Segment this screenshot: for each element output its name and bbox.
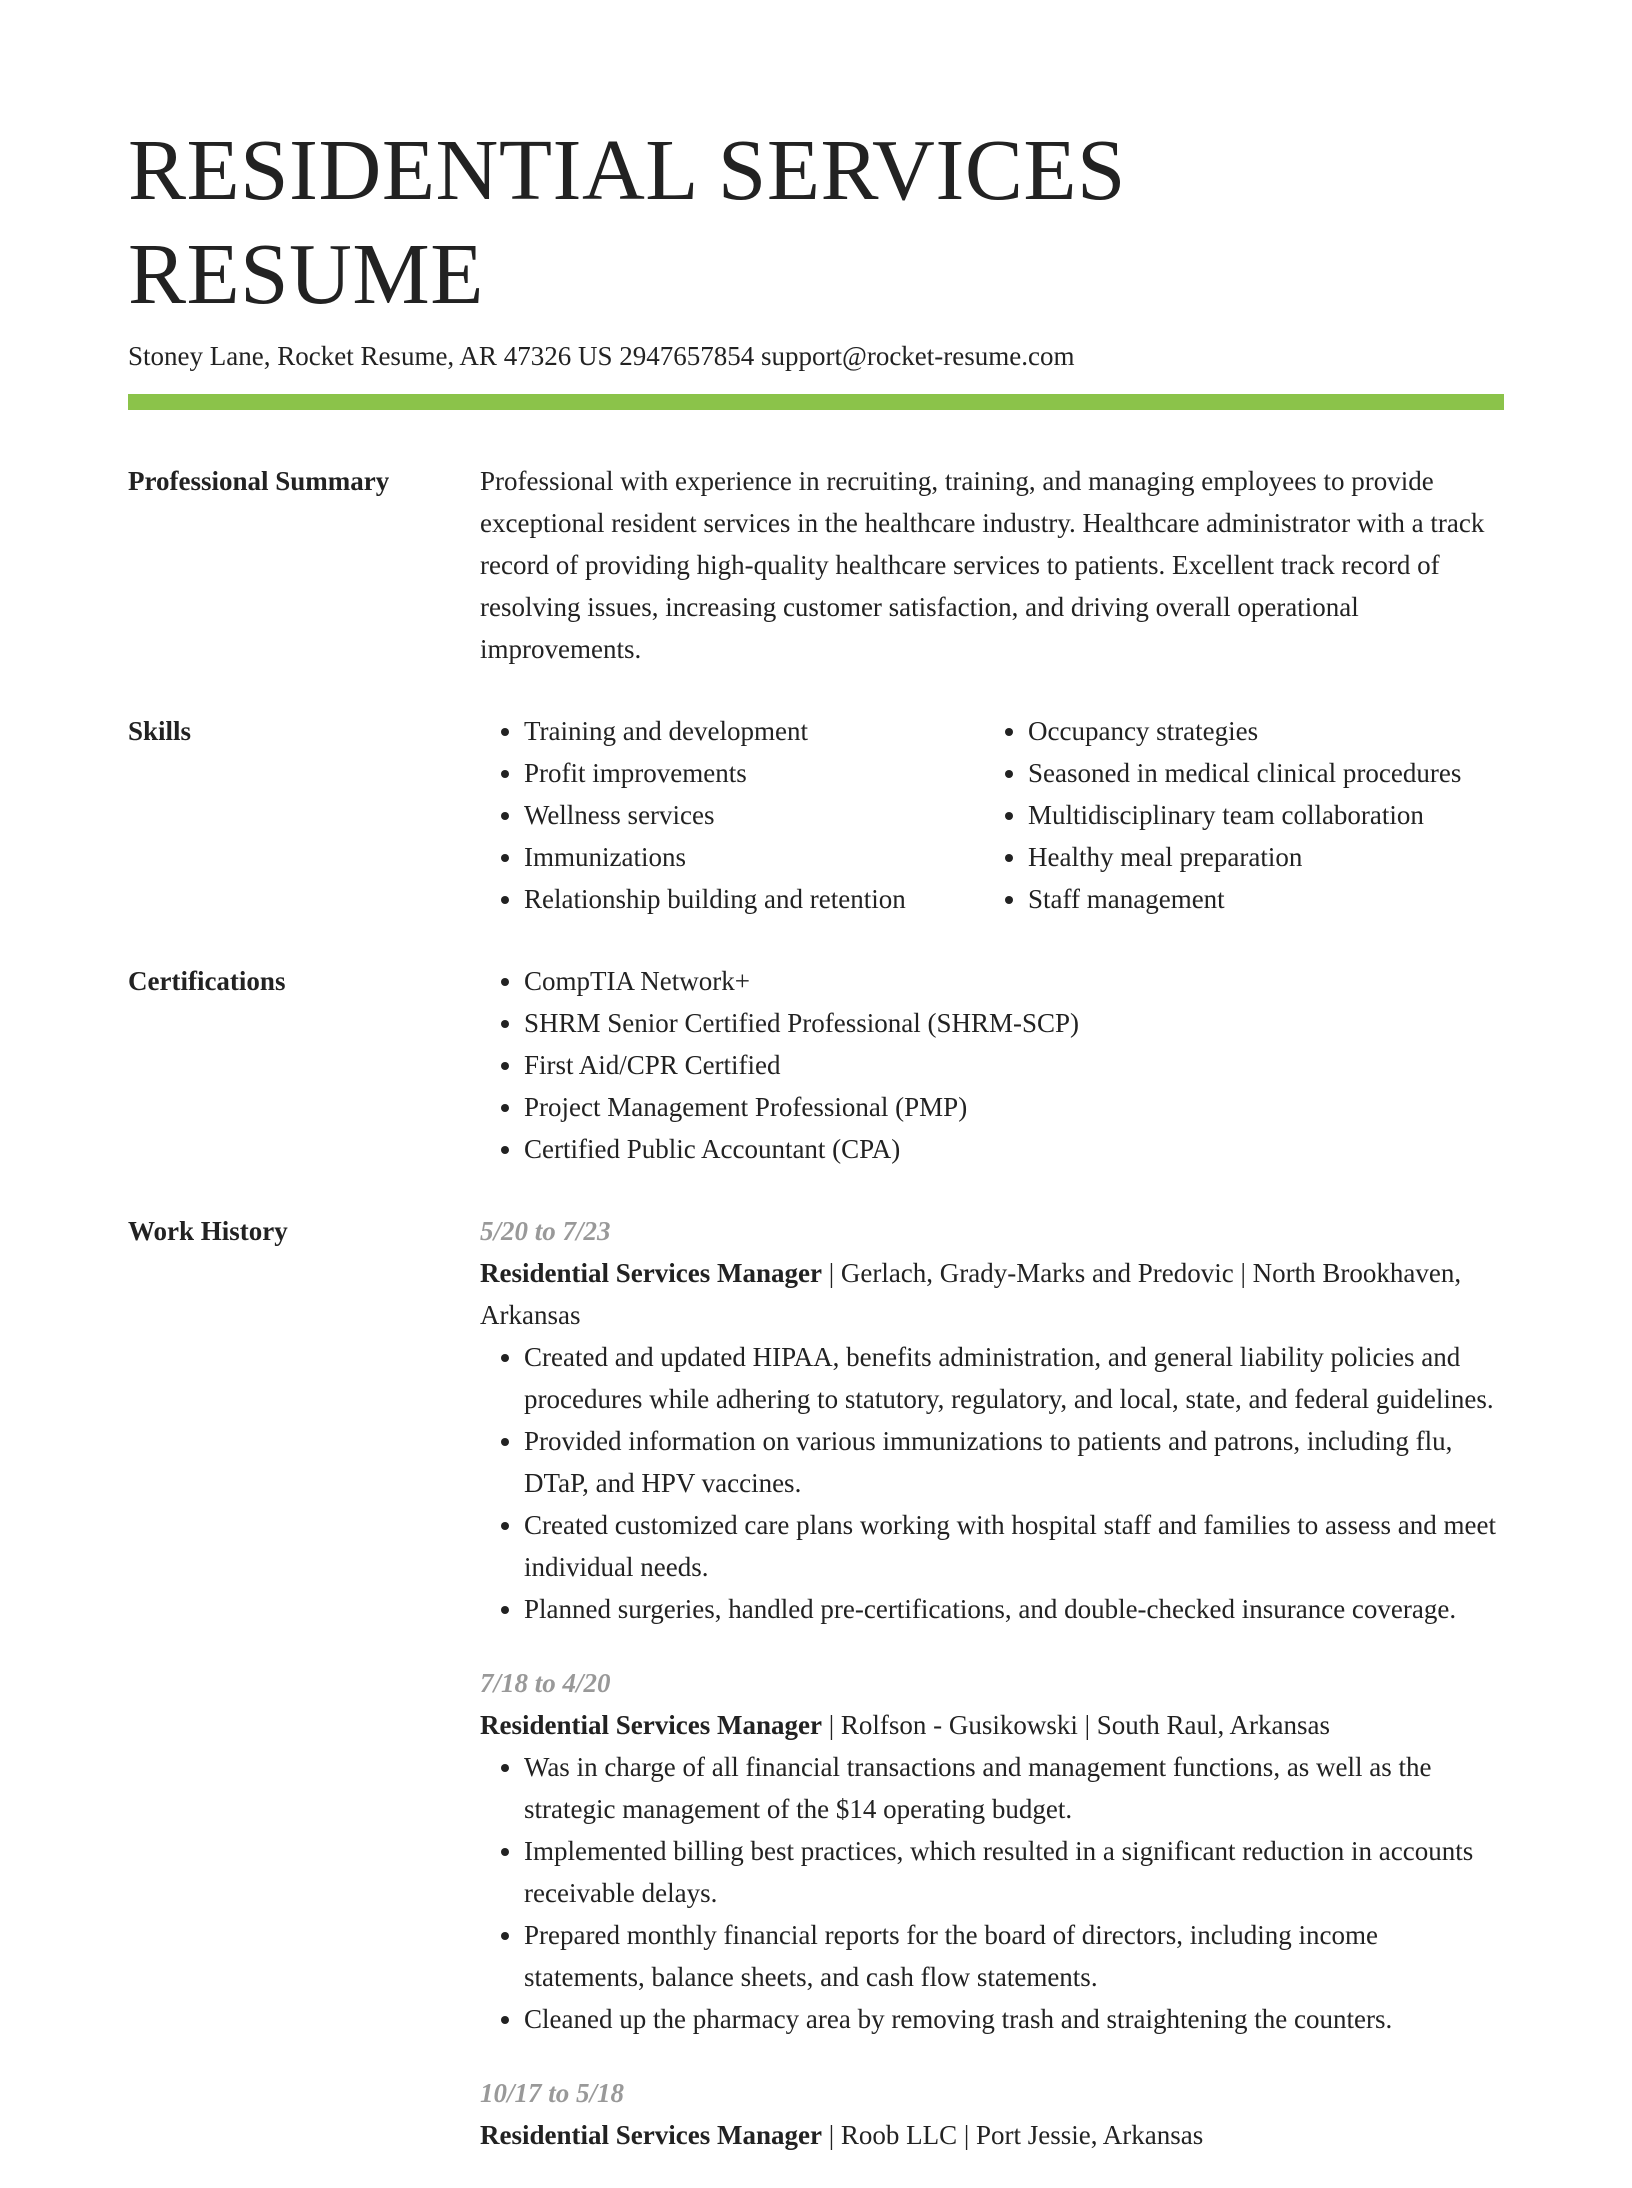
skills-column-2 bbox=[984, 710, 1461, 920]
work-history-section bbox=[128, 1210, 1504, 2188]
section-label-skills: Skills bbox=[128, 716, 192, 746]
accent-divider bbox=[128, 394, 1504, 410]
job-bullet: • Created customized care plans working with hospital staff and families to assess and meet individual needs. bbox=[524, 1504, 1504, 1588]
job-heading bbox=[480, 1252, 1504, 1336]
skill-item: • Relationship building and retention bbox=[524, 878, 984, 920]
summary-section bbox=[128, 460, 1504, 670]
contact-info: Stoney Lane, Rocket Resume, AR 47326 US 2947657854 support@rocket-resume.com bbox=[128, 341, 1075, 371]
job-heading bbox=[480, 1704, 1504, 1746]
job-bullet: • Cleaned up the pharmacy area by removing trash and straightening the counters. bbox=[524, 1998, 1504, 2040]
job-entry bbox=[480, 2072, 1504, 2156]
job-bullet: • Provided information on various immunizations to patients and patrons, including flu, DTaP, and HPV vaccines. bbox=[524, 1420, 1504, 1504]
job-dates: 7/18 to 4/20 bbox=[480, 1668, 611, 1698]
skill-item: • Multidisciplinary team collaboration bbox=[1028, 794, 1461, 836]
skill-item: • Healthy meal preparation bbox=[1028, 836, 1461, 878]
certification-item: • First Aid/CPR Certified bbox=[524, 1044, 1504, 1086]
skill-item: • Immunizations bbox=[524, 836, 984, 878]
job-dates: 10/17 to 5/18 bbox=[480, 2078, 625, 2108]
skills-column-1 bbox=[480, 710, 984, 920]
skill-item: • Profit improvements bbox=[524, 752, 984, 794]
work-history-content bbox=[480, 1210, 1504, 2188]
job-bullets bbox=[480, 1746, 1504, 2040]
job-entry bbox=[480, 1210, 1504, 1630]
job-dates: 5/20 to 7/23 bbox=[480, 1216, 611, 1246]
section-label-work-history: Work History bbox=[128, 1216, 288, 1246]
certification-item: • Project Management Professional (PMP) bbox=[524, 1086, 1504, 1128]
job-details: | Gerlach, Grady-Marks and Predovic | North Brookhaven, Arkansas bbox=[480, 1258, 1462, 1330]
skills-content bbox=[480, 710, 1504, 920]
job-bullet: • Created and updated HIPAA, benefits administration, and general liability policies and procedures while adhering to statutory, regulatory, and local, state, and federal guidelines. bbox=[524, 1336, 1504, 1420]
summary-text: Professional with experience in recruiting, training, and managing employees to provide exceptional resident services in the healthcare industry. Healthcare administrator with a track record of providing high-quality healthcare services to patients. Excellent track record of resolving issues, increasing customer satisfaction, and driving overall operational improvements. bbox=[480, 466, 1485, 664]
skill-item: • Seasoned in medical clinical procedures bbox=[1028, 752, 1461, 794]
certifications-content bbox=[480, 960, 1504, 1170]
skill-item: • Wellness services bbox=[524, 794, 984, 836]
certifications-list bbox=[480, 960, 1504, 1170]
skill-item: • Staff management bbox=[1028, 878, 1461, 920]
job-entry bbox=[480, 1662, 1504, 2040]
section-label-summary: Professional Summary bbox=[128, 466, 390, 496]
job-title: Residential Services Manager bbox=[480, 2120, 822, 2150]
skill-item: • Training and development bbox=[524, 710, 984, 752]
job-bullet: • Implemented billing best practices, which resulted in a significant reduction in accounts receivable delays. bbox=[524, 1830, 1504, 1914]
skill-item: • Occupancy strategies bbox=[1028, 710, 1461, 752]
resume-page bbox=[128, 0, 1504, 2188]
job-title: Residential Services Manager bbox=[480, 1258, 822, 1288]
certification-item: • CompTIA Network+ bbox=[524, 960, 1504, 1002]
job-bullet: • Prepared monthly financial reports for the board of directors, including income statements, balance sheets, and cash flow statements. bbox=[524, 1914, 1504, 1998]
summary-content bbox=[480, 460, 1504, 670]
job-heading bbox=[480, 2114, 1504, 2156]
job-bullet: • Was in charge of all financial transactions and management functions, as well as the strategic management of the $14 operating budget. bbox=[524, 1746, 1504, 1830]
job-title: Residential Services Manager bbox=[480, 1710, 822, 1740]
certification-item: • Certified Public Accountant (CPA) bbox=[524, 1128, 1504, 1170]
job-bullets bbox=[480, 1336, 1504, 1630]
job-bullet: • Planned surgeries, handled pre-certifications, and double-checked insurance coverage. bbox=[524, 1588, 1504, 1630]
resume-title: RESIDENTIAL SERVICES RESUME bbox=[128, 121, 1126, 322]
skills-section bbox=[128, 710, 1504, 920]
certifications-section bbox=[128, 960, 1504, 1170]
job-details: | Rolfson - Gusikowski | South Raul, Arkansas bbox=[821, 1710, 1331, 1740]
certification-item: • SHRM Senior Certified Professional (SHRM-SCP) bbox=[524, 1002, 1504, 1044]
job-details: | Roob LLC | Port Jessie, Arkansas bbox=[821, 2120, 1204, 2150]
section-label-certifications: Certifications bbox=[128, 966, 286, 996]
